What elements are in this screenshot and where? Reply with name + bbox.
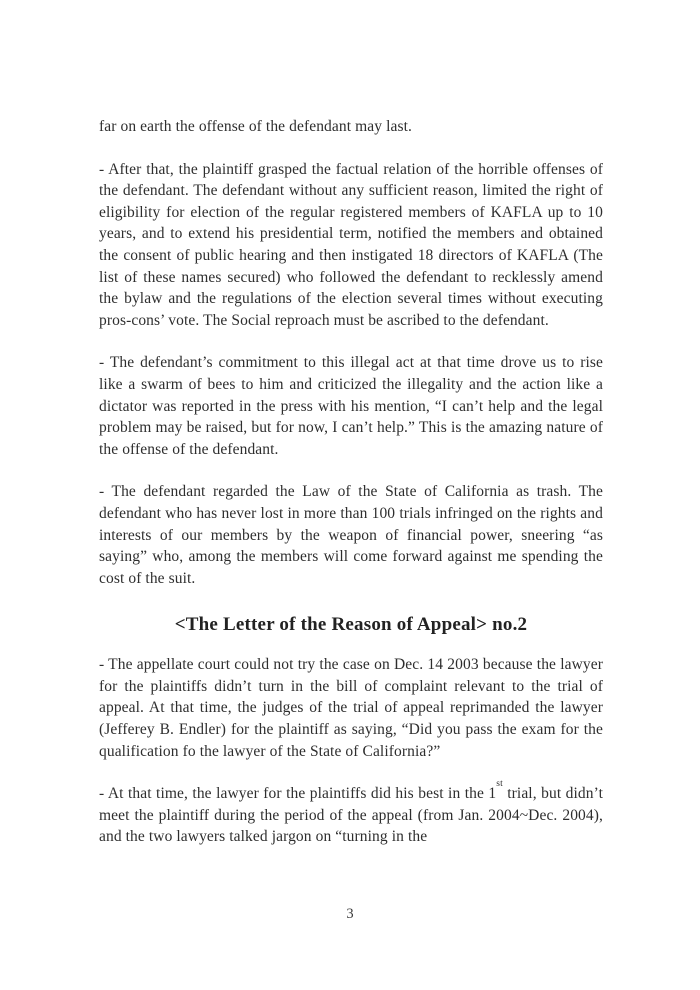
paragraph-appellate-court: - The appellate court could not try the case on Dec. 14 2003 because the lawyer for the plaintiffs didn’t turn in the bill of complaint relevant to the trial of appeal. At that time, the judges of the trial of appeal reprimanded the lawyer (Jefferey B. Endler) for the plaintiff as saying, “Did you pass the exam for the qualification fo the lawyer of the State of California?” bbox=[99, 656, 603, 760]
document-content bbox=[99, 116, 603, 869]
ordinal-superscript: st bbox=[496, 779, 503, 790]
final-paragraph-text-before: - At that time, the lawyer for the plaintiffs did his best in the 1 bbox=[99, 785, 497, 803]
paragraph-defendants-commitment: - The defendant’s commitment to this illegal act at that time drove us to rise like a swarm of bees to him and criticized the illegality and the action like a dictator was reported in the press with his mention, “I can’t help and the legal problem may be raised, but for now, I can’t help.” This is the amazing nature of the offense of the defendant. bbox=[99, 354, 603, 458]
paragraph-first-trial bbox=[99, 779, 604, 848]
section-heading: <The Letter of the Reason of Appeal> no.2 bbox=[174, 614, 528, 636]
paragraph-law-as-trash: - The defendant regarded the Law of the State of California as trash. The defendant who has never lost in more than 100 trials infringed on the rights and interests of our members by the weapon of financial power, sneering “as saying” who, among the members will come forward against me spending the cost of the suit. bbox=[99, 483, 603, 587]
continuation-line: far on earth the offense of the defendant may last. bbox=[99, 118, 412, 135]
final-paragraph-text-after: trial, but didn’t meet the plaintiff during the period of the appeal (from Jan. 2004~Dec. 2004), and the two lawyers talked jargon on “turning in the bbox=[99, 785, 604, 846]
paragraph-after-that: - After that, the plaintiff grasped the factual relation of the horrible offenses of the defendant. The defendant without any sufficient reason, limited the right of eligibility for election of the regular registered members of KAFLA up to 10 years, and to extend his presidential term, notified the members and obtained the consent of public hearing and then instigated 18 directors of KAFLA (The list of these names secured) who followed the defendant to recklessly amend the bylaw and the regulations of the election several times without executing pros-cons’ vote. The Social reproach must be ascribed to the defendant. bbox=[99, 160, 603, 329]
page-number: 3 bbox=[346, 906, 354, 922]
